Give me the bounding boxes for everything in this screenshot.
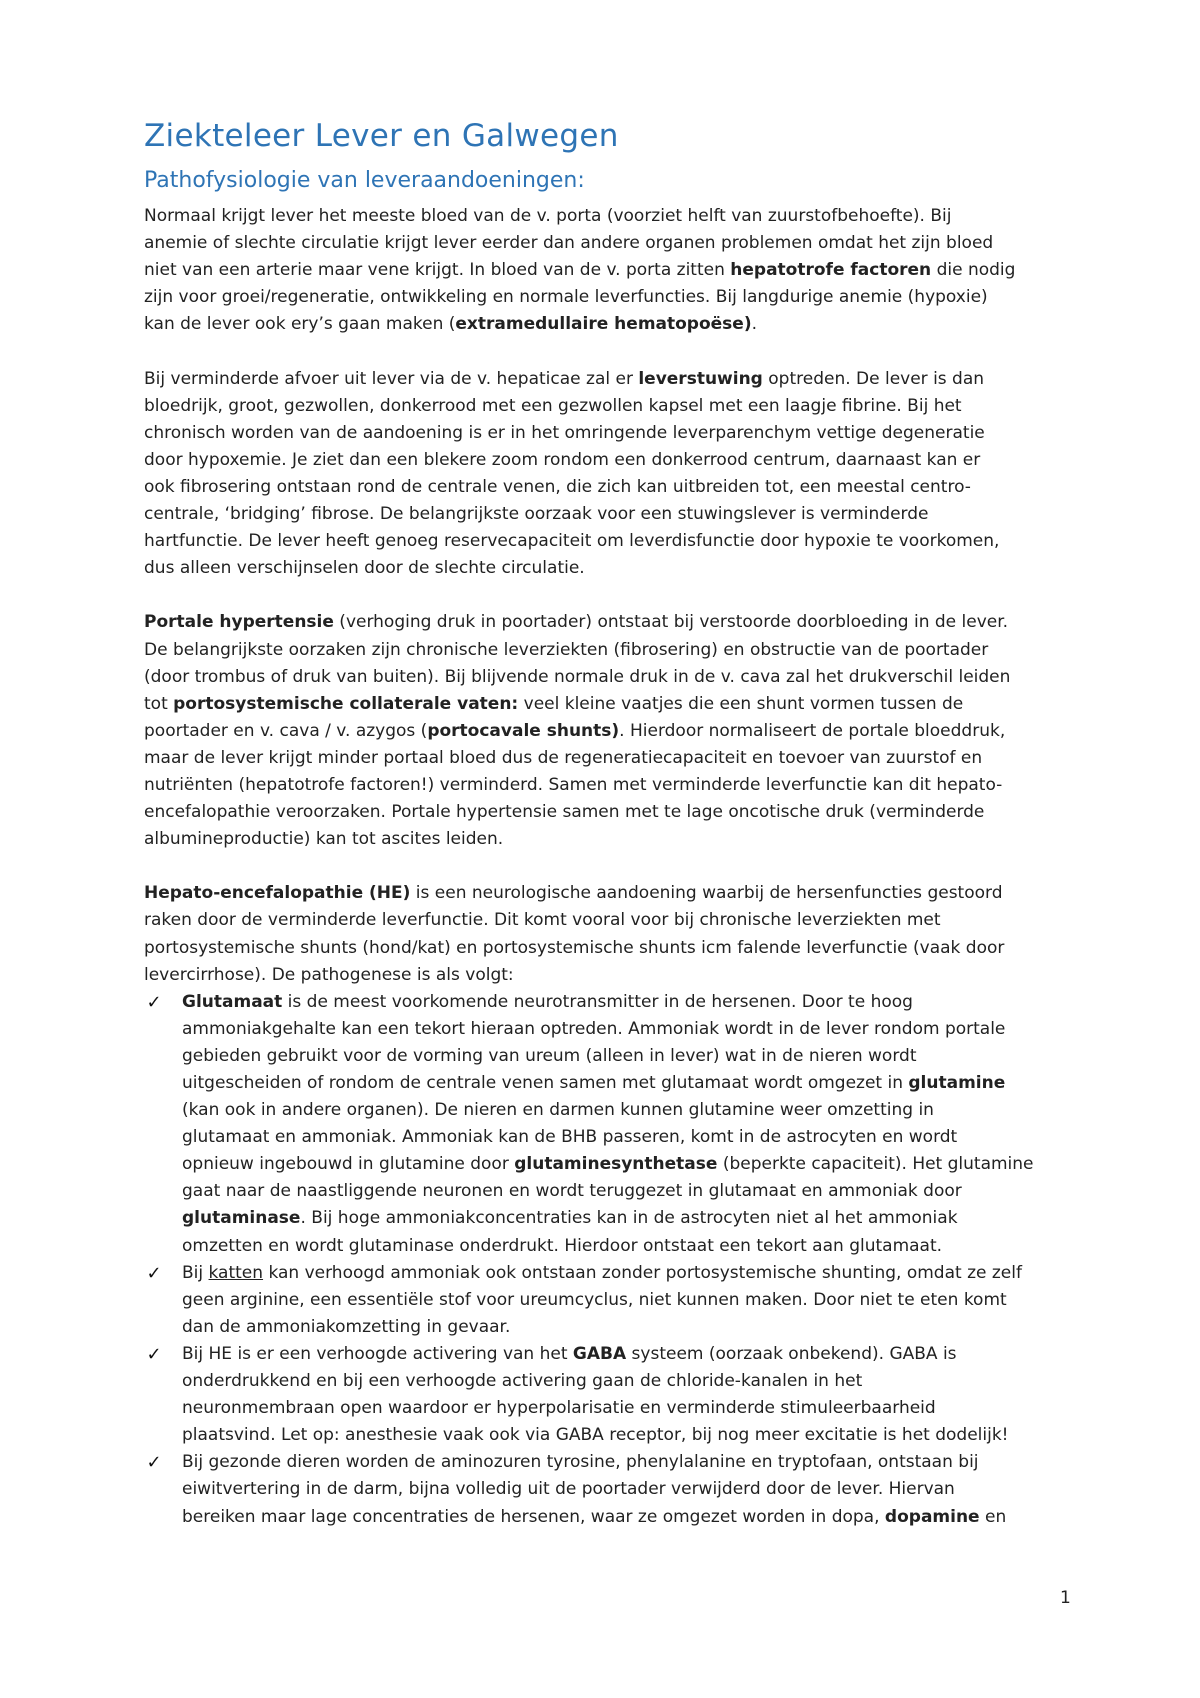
text-line: door hypoxemie. Je ziet dan een blekere zoom rondom een donkerrood centrum, daarnaast kan er bbox=[144, 449, 981, 470]
text-line: gebieden gebruikt voor de vorming van ureum (alleen in lever) wat in de nieren wordt bbox=[182, 1045, 917, 1066]
text-line: eiwitvertering in de darm, bijna volledig uit de poortader verwijderd door de lever. Hiervan bbox=[182, 1479, 955, 1500]
text-line: Glutamaat is de meest voorkomende neurotransmitter in de hersenen. Door te hoog bbox=[182, 991, 913, 1012]
underlined-term: katten bbox=[208, 1262, 264, 1283]
bold-term: hepatotrofe factoren bbox=[730, 260, 932, 281]
text-line: Hepato-encefalopathie (HE) is een neurologische aandoening waarbij de hersenfuncties gestoord bbox=[144, 883, 1003, 904]
checkmark-icon: ✓ bbox=[146, 1262, 162, 1284]
text-line: portosystemische shunts (hond/kat) en portosystemische shunts icm falende leverfunctie (vaak door bbox=[144, 937, 1005, 958]
bold-term: glutaminesynthetase bbox=[514, 1154, 718, 1175]
text-line: geen arginine, een essentiële stof voor ureumcyclus, niet kunnen maken. Door niet te eten komt bbox=[182, 1289, 1007, 1310]
text-line: opnieuw ingebouwd in glutamine door glutaminesynthetase (beperkte capaciteit). Het glutamine bbox=[182, 1154, 1034, 1175]
bold-term: Portale hypertensie bbox=[144, 612, 334, 633]
text-line: niet van een arterie maar vene krijgt. In bloed van de v. porta zitten hepatotrofe factoren die nodig bbox=[144, 260, 1016, 281]
text-line: (door trombus of druk van buiten). Bij blijvende normale druk in de v. cava zal het drukverschil leiden bbox=[144, 666, 1011, 687]
checkmark-icon: ✓ bbox=[146, 1452, 162, 1474]
text-line: encefalopathie veroorzaken. Portale hypertensie samen met te lage oncotische druk (verminderde bbox=[144, 802, 985, 823]
text-line: anemie of slechte circulatie krijgt lever eerder dan andere organen problemen omdat het zijn bloed bbox=[144, 233, 994, 254]
text-line: neuronmembraan open waardoor er hyperpolarisatie en verminderde stimuleerbaarheid bbox=[182, 1398, 936, 1419]
text-line: bereiken maar lage concentraties de hersenen, waar ze omgezet worden in dopa, dopamine en bbox=[182, 1506, 1007, 1527]
list-item bbox=[144, 1449, 1074, 1530]
text-line: tot portosystemische collaterale vaten: veel kleine vaatjes die een shunt vormen tussen de bbox=[144, 693, 964, 714]
text-line: plaatsvind. Let op: anesthesie vaak ook via GABA receptor, bij nog meer excitatie is het dodelijk! bbox=[182, 1425, 1009, 1446]
text-line: gaat naar de naastliggende neuronen en wordt teruggezet in glutamaat en ammoniak door bbox=[182, 1181, 962, 1202]
paragraph-leverstuwing bbox=[144, 366, 1074, 583]
pathogenesis-list bbox=[144, 989, 1074, 1531]
text-line: chronisch worden van de aandoening is er in het omringende leverparenchym vettige degeneratie bbox=[144, 422, 985, 443]
document-body bbox=[144, 203, 1074, 1531]
list-item bbox=[144, 989, 1074, 1260]
checkmark-icon: ✓ bbox=[146, 1343, 162, 1365]
text-line: De belangrijkste oorzaken zijn chronische leverziekten (fibrosering) en obstructie van de poortader bbox=[144, 639, 989, 660]
bold-term: dopamine bbox=[884, 1506, 980, 1527]
bold-term: Hepato-encefalopathie (HE) bbox=[144, 883, 411, 904]
text-line: uitgescheiden of rondom de centrale venen samen met glutamaat wordt omgezet in glutamine bbox=[182, 1073, 1006, 1093]
text-line: Bij verminderde afvoer uit lever via de v. hepaticae zal er leverstuwing optreden. De lever is dan bbox=[144, 368, 985, 389]
bold-term: leverstuwing bbox=[638, 368, 763, 389]
bold-term: portosystemische collaterale vaten: bbox=[173, 693, 519, 714]
text-line: raken door de verminderde leverfunctie. Dit komt vooral voor bij chronische leverziekten met bbox=[144, 910, 941, 931]
text-line: Bij gezonde dieren worden de aminozuren tyrosine, phenylalanine en tryptofaan, ontstaan bij bbox=[182, 1452, 979, 1473]
page-number: 1 bbox=[1060, 1588, 1071, 1608]
text-line: Bij HE is er een verhoogde activering van het GABA systeem (oorzaak onbekend). GABA is bbox=[182, 1343, 957, 1364]
list-item bbox=[144, 1260, 1074, 1341]
text-line: glutaminase. Bij hoge ammoniakconcentraties kan in de astrocyten niet al het ammoniak bbox=[182, 1208, 958, 1229]
text-line: dus alleen verschijnselen door de slechte circulatie. bbox=[144, 558, 585, 579]
bold-term: Glutamaat bbox=[182, 991, 283, 1012]
text-line: hartfunctie. De lever heeft genoeg reservecapaciteit om leverdisfunctie door hypoxie te voorkomen, bbox=[144, 531, 1000, 552]
paragraph-hepato-encefalopathie bbox=[144, 880, 1074, 988]
bold-term: glutaminase bbox=[182, 1208, 301, 1229]
text-line: albumineproductie) kan tot ascites leiden. bbox=[144, 829, 504, 850]
document-title: Ziekteleer Lever en Galwegen bbox=[144, 118, 619, 154]
text-line: Normaal krijgt lever het meeste bloed van de v. porta (voorziet helft van zuurstofbehoefte). Bij bbox=[144, 206, 952, 226]
text-line: Portale hypertensie (verhoging druk in poortader) ontstaat bij verstoorde doorbloeding in de lever. bbox=[144, 612, 1009, 633]
text-line: levercirrhose). De pathogenese is als volgt: bbox=[144, 964, 514, 985]
text-line: omzetten en wordt glutaminase onderdrukt. Hierdoor ontstaat een tekort aan glutamaat. bbox=[182, 1235, 943, 1256]
bold-term: glutamine bbox=[908, 1073, 1006, 1093]
list-item bbox=[144, 1341, 1074, 1449]
text-line: nutriënten (hepatotrofe factoren!) verminderd. Samen met verminderde leverfunctie kan dit hepato- bbox=[144, 774, 1003, 795]
text-line: ammoniakgehalte kan een tekort hieraan optreden. Ammoniak wordt in de lever rondom portale bbox=[182, 1018, 1006, 1039]
paragraph-portal-hypertension bbox=[144, 609, 1074, 853]
text-line: maar de lever krijgt minder portaal bloed dus de regeneratiecapaciteit en toevoer van zuurstof en bbox=[144, 747, 983, 768]
text-line: ook fibrosering ontstaan rond de centrale venen, die zich kan uitbreiden tot, een meestal centro- bbox=[144, 476, 971, 497]
text-line: poortader en v. cava / v. azygos (portocavale shunts). Hierdoor normaliseert de portale bloeddruk, bbox=[144, 720, 1006, 741]
text-line: bloedrijk, groot, gezwollen, donkerrood met een gezwollen kapsel met een laagje fibrine. Bij het bbox=[144, 395, 962, 416]
text-line: glutamaat en ammoniak. Ammoniak kan de BHB passeren, komt in de astrocyten en wordt bbox=[182, 1127, 958, 1148]
text-line: dan de ammoniakomzetting in gevaar. bbox=[182, 1316, 511, 1337]
text-line: kan de lever ook ery’s gaan maken (extramedullaire hematopoëse). bbox=[144, 314, 758, 335]
checkmark-icon: ✓ bbox=[146, 991, 162, 1013]
text-line: (kan ook in andere organen). De nieren en darmen kunnen glutamine weer omzetting in bbox=[182, 1100, 934, 1121]
bold-term: GABA bbox=[572, 1343, 627, 1364]
text-line: zijn voor groei/regeneratie, ontwikkeling en normale leverfuncties. Bij langdurige anemie (hypoxie) bbox=[144, 287, 988, 308]
bold-term: extramedullaire hematopoëse) bbox=[455, 314, 752, 335]
section-heading: Pathofysiologie van leveraandoeningen: bbox=[144, 168, 585, 193]
paragraph-blood-supply bbox=[144, 203, 1074, 338]
text-line: Bij katten kan verhoogd ammoniak ook ontstaan zonder portosystemische shunting, omdat ze zelf bbox=[182, 1262, 1022, 1283]
bold-term: portocavale shunts) bbox=[427, 720, 620, 741]
text-line: onderdrukkend en bij een verhoogde activering gaan de chloride-kanalen in het bbox=[182, 1371, 863, 1392]
text-line: centrale, ‘bridging’ fibrose. De belangrijkste oorzaak voor een stuwingslever is verminderde bbox=[144, 504, 929, 525]
